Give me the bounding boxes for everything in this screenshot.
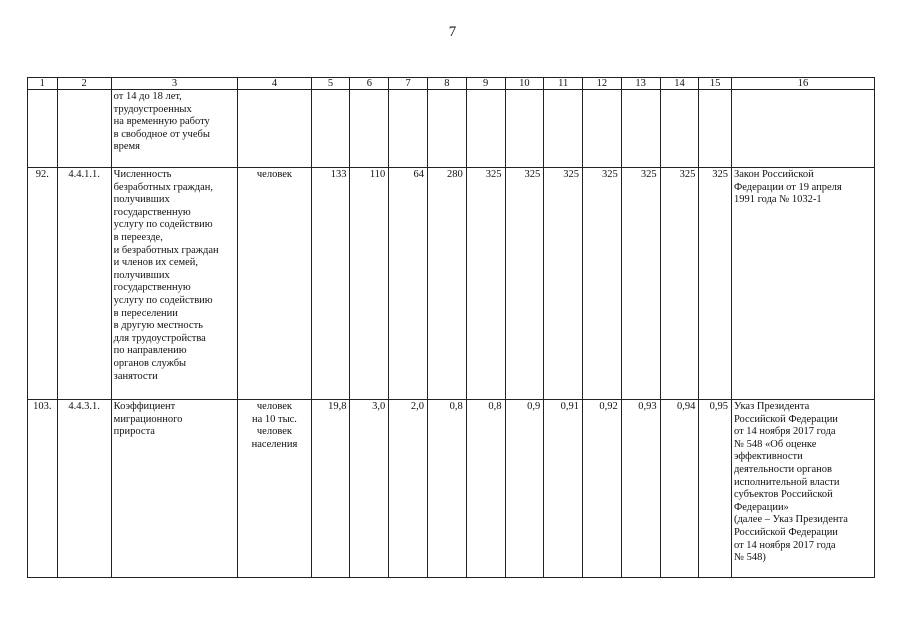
value-cell: 325: [466, 168, 505, 400]
header-cell: 16: [731, 78, 874, 90]
header-cell: 8: [427, 78, 466, 90]
value-cell: 64: [389, 168, 428, 400]
value-cell: 19,8: [311, 400, 350, 578]
value-cell: [699, 90, 732, 168]
value-cell: 325: [621, 168, 660, 400]
table-row: [28, 400, 875, 578]
header-row: [28, 78, 875, 90]
value-cell: 0,94: [660, 400, 699, 578]
value-cell: [660, 90, 699, 168]
value-cell: 3,0: [350, 400, 389, 578]
indicator-code: 4.4.3.1.: [57, 400, 111, 578]
row-number: [28, 90, 58, 168]
indicators-table: [27, 77, 875, 578]
table-row: [28, 168, 875, 400]
indicator-name: Коэффициент миграционного прироста: [111, 400, 238, 578]
value-cell: 133: [311, 168, 350, 400]
unit: [238, 90, 311, 168]
value-cell: 0,95: [699, 400, 732, 578]
value-cell: 0,8: [427, 400, 466, 578]
header-cell: 14: [660, 78, 699, 90]
unit: человек: [238, 168, 311, 400]
value-cell: [505, 90, 544, 168]
value-cell: 0,93: [621, 400, 660, 578]
header-cell: 11: [544, 78, 583, 90]
value-cell: 0,8: [466, 400, 505, 578]
indicator-name: от 14 до 18 лет, трудоустроенных на временную работу в свободное от учебы время: [111, 90, 238, 168]
header-cell: 6: [350, 78, 389, 90]
header-cell: 12: [583, 78, 622, 90]
header-cell: 7: [389, 78, 428, 90]
value-cell: 325: [660, 168, 699, 400]
value-cell: [544, 90, 583, 168]
legal-basis: Указ Президента Российской Федерации от 14 ноября 2017 года № 548 «Об оценке эффективности деятельности органов исполнительной власти субъектов Российской Федерации» (далее – Указ Президента Российской Федерации от 14 ноября 2017 года № 548): [731, 400, 874, 578]
value-cell: 0,9: [505, 400, 544, 578]
indicator-code: 4.4.1.1.: [57, 168, 111, 400]
value-cell: 280: [427, 168, 466, 400]
header-cell: 13: [621, 78, 660, 90]
value-cell: [466, 90, 505, 168]
legal-basis: Закон Российской Федерации от 19 апреля 1991 года № 1032-1: [731, 168, 874, 400]
value-cell: 325: [699, 168, 732, 400]
value-cell: [311, 90, 350, 168]
indicator-name: Численность безработных граждан, получивших государственную услугу по содействию в переезде, и безработных граждан и членов их семей, получивших государственную услугу по содействию в переселении в другую местность для трудоустройства по направлению органов службы занятости: [111, 168, 238, 400]
value-cell: [350, 90, 389, 168]
legal-basis: [731, 90, 874, 168]
value-cell: 325: [583, 168, 622, 400]
value-cell: 110: [350, 168, 389, 400]
header-cell: 5: [311, 78, 350, 90]
table-row: [28, 90, 875, 168]
value-cell: 2,0: [389, 400, 428, 578]
header-cell: 3: [111, 78, 238, 90]
value-cell: 0,92: [583, 400, 622, 578]
header-cell: 4: [238, 78, 311, 90]
header-cell: 2: [57, 78, 111, 90]
header-cell: 1: [28, 78, 58, 90]
unit: человек на 10 тыс. человек населения: [238, 400, 311, 578]
indicator-code: [57, 90, 111, 168]
row-number: 92.: [28, 168, 58, 400]
page-number: 7: [448, 24, 457, 40]
value-cell: 0,91: [544, 400, 583, 578]
header-cell: 10: [505, 78, 544, 90]
value-cell: 325: [505, 168, 544, 400]
value-cell: [389, 90, 428, 168]
value-cell: [621, 90, 660, 168]
value-cell: 325: [544, 168, 583, 400]
header-cell: 15: [699, 78, 732, 90]
row-number: 103.: [28, 400, 58, 578]
header-cell: 9: [466, 78, 505, 90]
value-cell: [427, 90, 466, 168]
value-cell: [583, 90, 622, 168]
